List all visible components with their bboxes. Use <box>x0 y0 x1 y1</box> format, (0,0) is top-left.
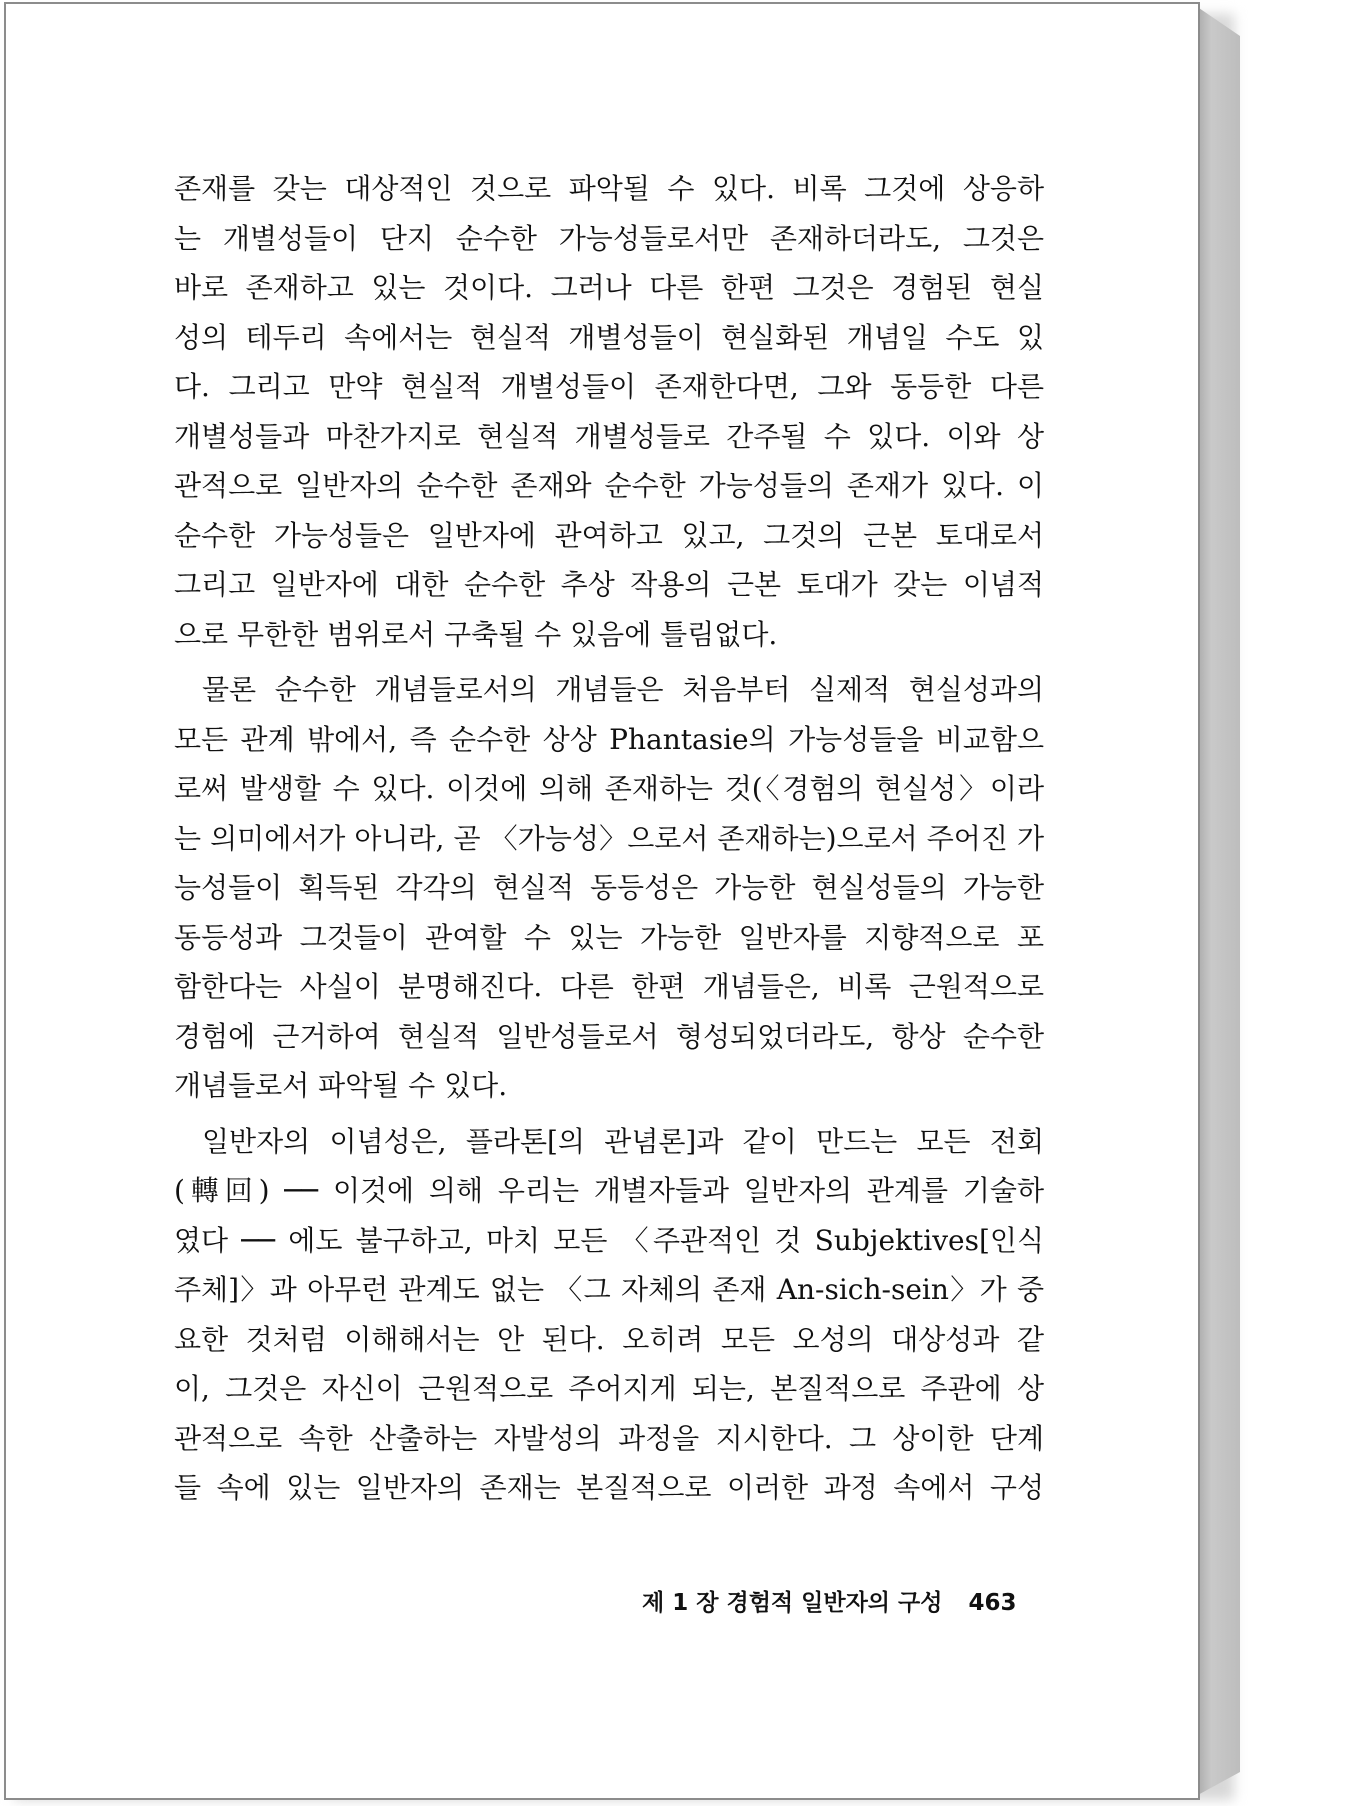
text-line: 존재를 갖는 대상적인 것으로 파악될 수 있다. 비록 그것에 상응하 <box>174 172 1044 205</box>
chapter-title: 경험적 일반자의 구성 <box>726 1590 943 1616</box>
text-line: 물론 순수한 개념들로서의 개념들은 처음부터 실제적 현실성과의 <box>202 673 1044 706</box>
body-text <box>174 164 1044 1513</box>
page-edge <box>1196 6 1240 1796</box>
text-line: 바로 존재하고 있는 것이다. 그러나 다른 한편 그것은 경험된 현실 <box>174 271 1044 304</box>
text-line: 으로 무한한 범위로서 구축될 수 있음에 틀림없다. <box>174 617 778 651</box>
text-line: 로써 발생할 수 있다. 이것에 의해 존재하는 것(〈경험의 현실성〉이라 <box>174 772 1044 805</box>
text-line: 개별성들과 마찬가지로 현실적 개별성들로 간주될 수 있다. 이와 상 <box>174 419 1044 453</box>
text-line: 성의 테두리 속에서는 현실적 개별성들이 현실화된 개념일 수도 있 <box>174 320 1044 354</box>
text-line: 관적으로 일반자의 순수한 존재와 순수한 가능성들의 존재가 있다. 이 <box>174 469 1044 502</box>
text-line: 그리고 일반자에 대한 순수한 추상 작용의 근본 토대가 갖는 이념적 <box>174 568 1044 601</box>
text-line: 주체]〉과 아무런 관계도 없는 〈그 자체의 존재 An-sich-sein〉가 중 <box>174 1273 1044 1306</box>
text-line: 다. 그리고 만약 현실적 개별성들이 존재한다면, 그와 동등한 다른 <box>174 370 1044 403</box>
text-line: 들 속에 있는 일반자의 존재는 본질적으로 이러한 과정 속에서 구성 <box>174 1471 1044 1504</box>
text-line: 개념들로서 파악될 수 있다. <box>174 1069 508 1102</box>
page-number: 463 <box>968 1590 1017 1616</box>
text-line: 였다 ── 에도 불구하고, 마치 모든 〈주관적인 것 Subjektives[인식 <box>174 1223 1044 1257</box>
text-line: 모든 관계 밖에서, 즉 순수한 상상 Phantasie의 가능성들을 비교함으 <box>174 722 1044 756</box>
text-line: 관적으로 속한 산출하는 자발성의 과정을 지시한다. 그 상이한 단계 <box>174 1421 1044 1455</box>
text-line: 순수한 가능성들은 일반자에 관여하고 있고, 그것의 근본 토대로서 <box>174 518 1044 552</box>
text-line: 능성들이 획득된 각각의 현실적 동등성은 가능한 현실성들의 가능한 <box>174 871 1044 904</box>
text-line: 동등성과 그것들이 관여할 수 있는 가능한 일반자를 지향적으로 포 <box>174 920 1044 954</box>
chapter-label: 제 1 장 <box>642 1590 719 1616</box>
text-line: 요한 것처럼 이해해서는 안 된다. 오히려 모든 오성의 대상성과 같 <box>174 1322 1044 1356</box>
text-line: 는 의미에서가 아니라, 곧 〈가능성〉으로서 존재하는)으로서 주어진 가 <box>174 821 1044 855</box>
text-line: 함한다는 사실이 분명해진다. 다른 한편 개념들은, 비록 근원적으로 <box>174 970 1044 1003</box>
running-footer <box>642 1584 1017 1617</box>
book-page <box>4 2 1200 1800</box>
text-line: 일반자의 이념성은, 플라톤[의 관념론]과 같이 만드는 모든 전회 <box>202 1124 1044 1158</box>
text-line: 이, 그것은 자신이 근원적으로 주어지게 되는, 본질적으로 주관에 상 <box>174 1372 1044 1405</box>
text-line: 는 개별성들이 단지 순수한 가능성들로서만 존재하더라도, 그것은 <box>174 221 1044 255</box>
text-line: 경험에 근거하여 현실적 일반성들로서 형성되었더라도, 항상 순수한 <box>174 1019 1044 1053</box>
text-line: (轉回) ── 이것에 의해 우리는 개별자들과 일반자의 관계를 기술하 <box>174 1174 1044 1207</box>
